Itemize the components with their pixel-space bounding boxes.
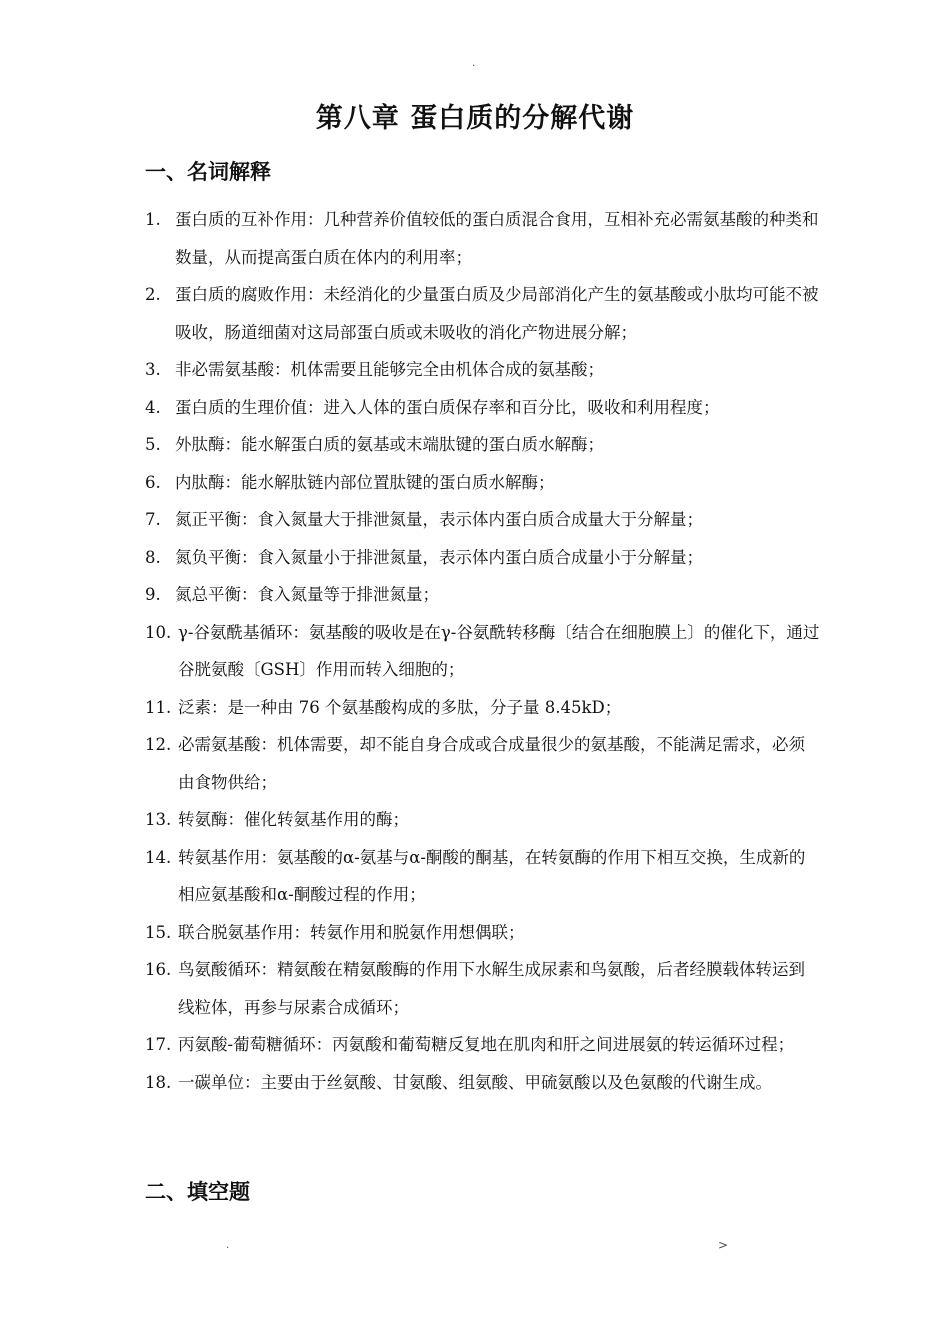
item-text: γ-谷氨酰基循环：氨基酸的吸收是在γ-谷氨酰转移酶〔结合在细胞膜上〕的催化下，通过谷胱氨酸〔GSH〕作用而转入细胞的；	[178, 622, 820, 679]
item-number: 4.	[145, 397, 161, 417]
list-item	[145, 201, 820, 276]
list-item	[145, 389, 820, 427]
list-item	[145, 839, 820, 914]
item-number: 7.	[145, 510, 161, 529]
item-text: 泛素：是一种由 76 个氨基酸构成的多肽，分子量 8.45kD；	[178, 697, 622, 717]
list-item	[145, 914, 820, 952]
item-number: 9.	[145, 585, 161, 604]
item-text: 蛋白质的生理价值：进入人体的蛋白质保存率和百分比，吸收和利用程度；	[175, 397, 720, 417]
item-text: 内肽酶：能水解肽链内部位置肽键的蛋白质水解酶；	[175, 472, 555, 492]
section-heading-definitions: 一、名词解释	[145, 160, 271, 184]
item-text: 必需氨基酸：机体需要，却不能自身合成或合成量很少的氨基酸，不能满足需求，必须由食物供给；	[178, 735, 805, 792]
list-item	[145, 539, 820, 577]
definition-list	[145, 201, 820, 1101]
page-title: 第八章 蛋白质的分解代谢	[315, 103, 635, 134]
item-number: 14.	[145, 847, 172, 867]
item-text: 氮正平衡：食入氮量大于排泄氮量，表示体内蛋白质合成量大于分解量；	[175, 510, 703, 529]
item-text: 氮负平衡：食入氮量小于排泄氮量，表示体内蛋白质合成量小于分解量；	[175, 547, 703, 567]
item-number: 12.	[145, 735, 172, 754]
item-number: 17.	[145, 1035, 172, 1054]
item-number: 2.	[145, 285, 161, 304]
item-number: 15.	[145, 922, 172, 942]
item-number: 10.	[145, 622, 172, 642]
item-number: 13.	[145, 810, 172, 829]
item-number: 6.	[145, 472, 161, 492]
item-number: 8.	[145, 547, 161, 567]
item-text: 转氨酶：催化转氨基作用的酶；	[178, 810, 409, 829]
item-number: 3.	[145, 360, 161, 379]
section-heading-fill-in: 二、填空题	[145, 1180, 250, 1204]
item-text: 鸟氨酸循环：精氨酸在精氨酸酶的作用下水解生成尿素和鸟氨酸，后者经膜载体转运到线粒体，再参与尿素合成循环；	[178, 960, 805, 1017]
item-text: 氮总平衡：食入氮量等于排泄氮量；	[175, 585, 439, 604]
footer-arrow: >	[718, 1238, 729, 1252]
item-text: 外肽酶：能水解蛋白质的氨基或末端肽键的蛋白质水解酶；	[175, 435, 604, 454]
list-item	[145, 351, 820, 389]
item-text: 转氨基作用：氨基酸的α-氨基与α-酮酸的酮基，在转氨酶的作用下相互交换，生成新的相应氨基酸和α-酮酸过程的作用；	[178, 847, 806, 904]
list-item	[145, 726, 820, 801]
item-text: 蛋白质的互补作用：几种营养价值较低的蛋白质混合食用，互相补充必需氨基酸的种类和数量，从而提高蛋白质在体内的利用率；	[175, 210, 819, 267]
list-item	[145, 1026, 820, 1064]
list-item	[145, 951, 820, 1026]
list-item	[145, 464, 820, 502]
list-item	[145, 576, 820, 614]
item-number: 18.	[145, 1072, 172, 1092]
item-number: 5.	[145, 435, 161, 454]
list-item	[145, 1064, 820, 1102]
list-item	[145, 426, 820, 464]
item-text: 非必需氨基酸：机体需要且能够完全由机体合成的氨基酸；	[175, 360, 604, 379]
item-text: 蛋白质的腐败作用：未经消化的少量蛋白质及少局部消化产生的氨基酸或小肽均可能不被吸收，肠道细菌对这局部蛋白质或未吸收的消化产物进展分解；	[175, 285, 819, 342]
item-number: 1.	[145, 210, 161, 229]
item-text: 联合脱氨基作用：转氨作用和脱氨作用想偶联；	[178, 922, 525, 942]
item-text: 丙氨酸-葡萄糖循环：丙氨酸和葡萄糖反复地在肌肉和肝之间进展氨的转运循环过程；	[178, 1035, 795, 1054]
list-item	[145, 276, 820, 351]
list-item	[145, 614, 820, 689]
list-item	[145, 801, 820, 839]
list-item	[145, 689, 820, 727]
footer-mark: .	[226, 1240, 230, 1251]
item-text: 一碳单位：主要由于丝氨酸、甘氨酸、组氨酸、甲硫氨酸以及色氨酸的代谢生成。	[178, 1072, 772, 1092]
list-item	[145, 501, 820, 539]
item-number: 16.	[145, 960, 172, 979]
item-number: 11.	[145, 697, 172, 717]
header-mark: .	[472, 58, 476, 69]
